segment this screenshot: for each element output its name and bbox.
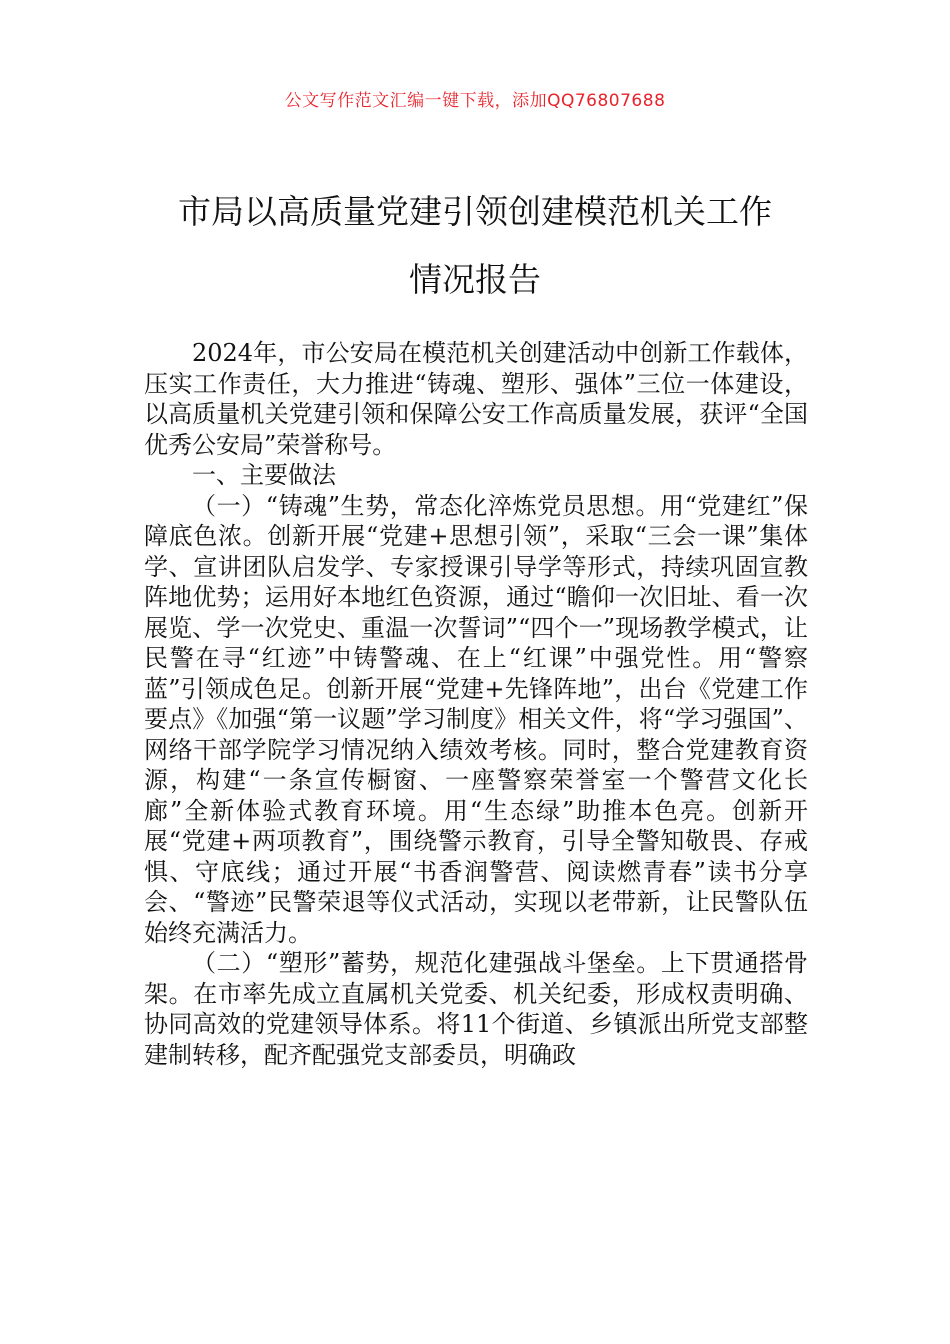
title-line-2: 情况报告 (409, 260, 541, 299)
intro-paragraph: 2024年，市公安局在模范机关创建活动中创新工作载体，压实工作责任，大力推进“铸魂、塑形、强体”三位一体建设，以高质量机关党建引领和保障公安工作高质量发展，获评“全国优秀公安局”荣誉称号。 (144, 339, 808, 459)
body-paragraph: （一）“铸魂”生势，常态化淬炼党员思想。用“党建红”保障底色浓。创新开展“党建+思想引领”，采取“三会一课”集体学、宣讲团队启发学、专家授课引导学等形式，持续巩固宣教阵地优势；运用好本地红色资源，通过“瞻仰一次旧址、看一次展览、学一次党史、重温一次誓词”“四个一”现场教学模式，让民警在寻“红迹”中铸警魂、在上“红课”中强党性。用“警察蓝”引领成色足。创新开展“党建+先锋阵地”，出台《党建工作要点》《加强“第一议题”学习制度》相关文件，将“学习强国”、网络干部学院学习情况纳入绩效考核。同时，整合党建教育资源，构建“一条宣传橱窗、一座警察荣誉室一个警营文化长廊”全新体验式教育环境。用“生态绿”助推本色亮。创新开展“党建+两项教育”，围绕警示教育，引导全警知敬畏、存戒惧、守底线；通过开展“书香润警营、阅读燃青春”读书分享会、“警迹”民警荣退等仪式活动，实现以老带新，让民警队伍始终充满活力。 (144, 491, 808, 947)
document-body (144, 338, 808, 1070)
section-heading: 一、主要做法 (192, 461, 336, 489)
title-line-1: 市局以高质量党建引领创建模范机关工作 (178, 192, 772, 231)
promo-banner[interactable]: 公文写作范文汇编一键下载，添加QQ76807688 (284, 91, 666, 111)
document-title (110, 178, 840, 314)
body-paragraph: （二）“塑形”蓄势，规范化建强战斗堡垒。上下贯通搭骨架。在市率先成立直属机关党委、机关纪委，形成权责明确、协同高效的党建领导体系。将11个街道、乡镇派出所党支部整建制转移，配齐配强党支部委员，明确政 (144, 949, 808, 1069)
